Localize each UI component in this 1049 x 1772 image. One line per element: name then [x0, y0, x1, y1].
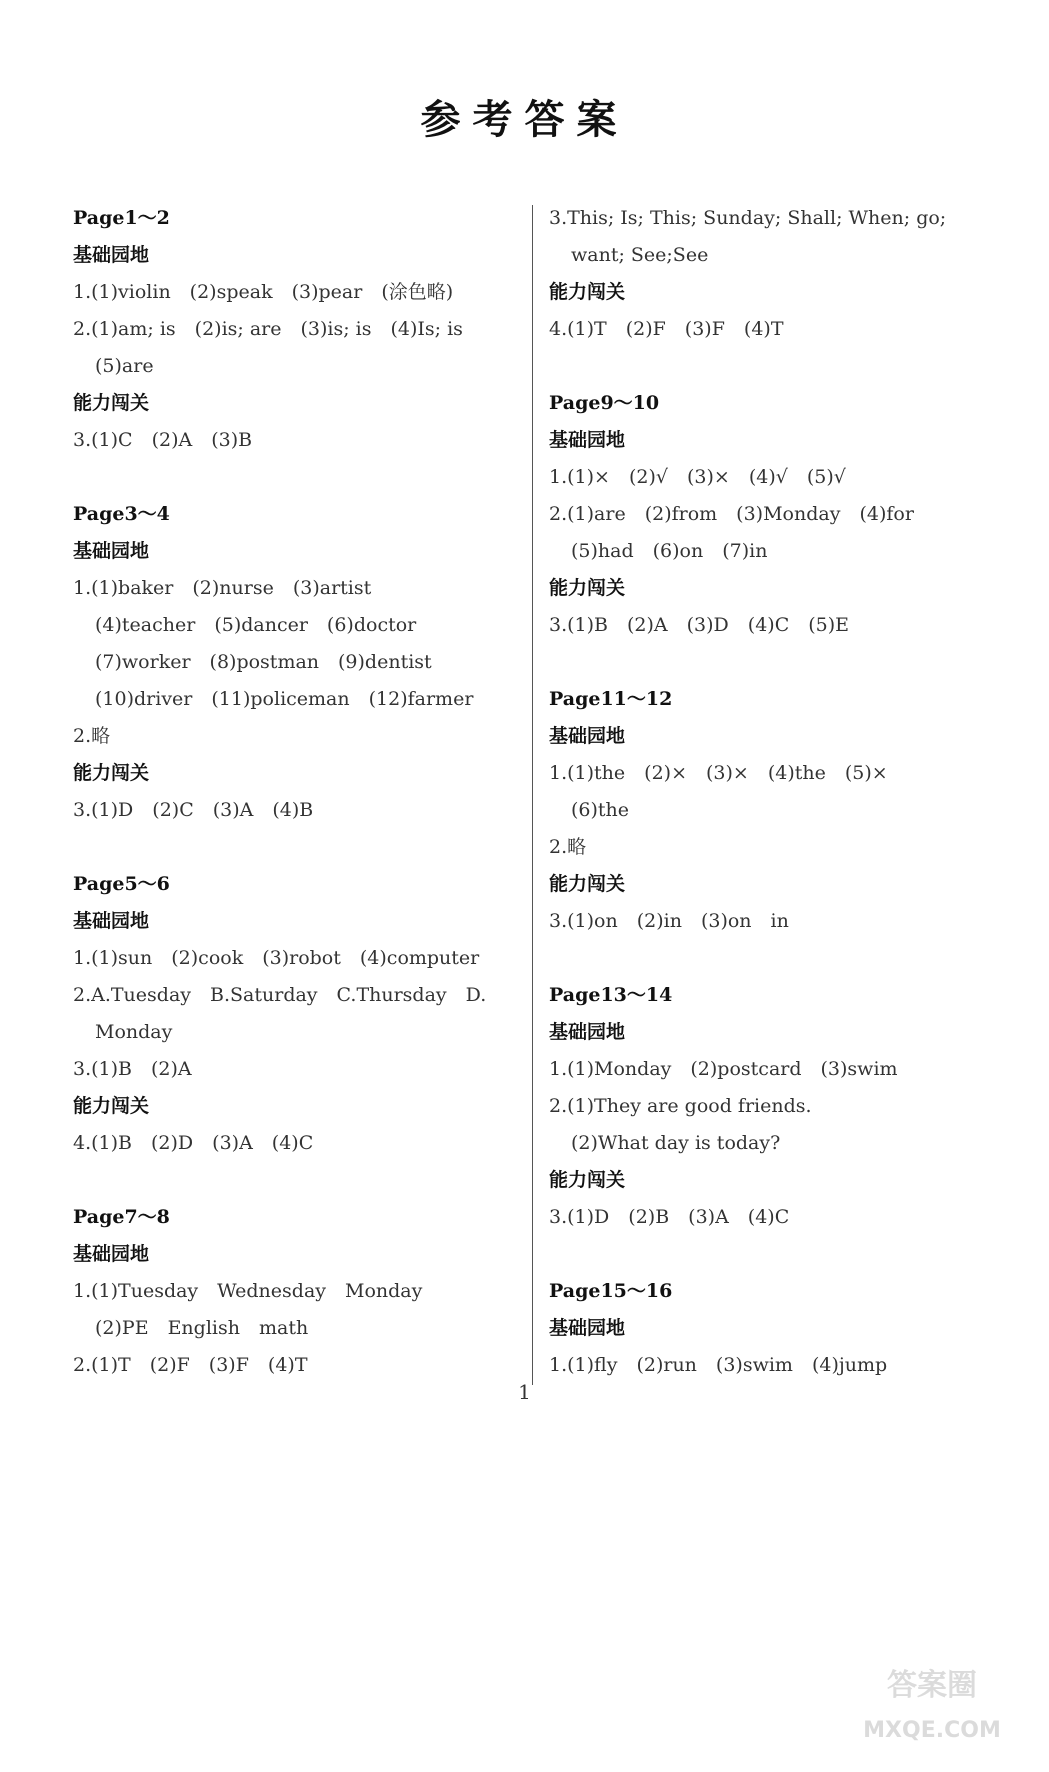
column-divider	[532, 205, 533, 1385]
answer-line: want; See;See	[571, 244, 709, 266]
answer-section	[73, 200, 518, 459]
watermark-url: MXQE.COM	[863, 1718, 1001, 1743]
answer-line: (2)PE English math	[95, 1317, 309, 1339]
answer-section	[549, 200, 989, 348]
answer-line: 1.(1)Tuesday Wednesday Monday	[73, 1280, 423, 1302]
answer-line: 2.(1)am; is (2)is; are (3)is; is (4)Is; is	[73, 318, 463, 340]
answer-section	[73, 1199, 518, 1384]
section-heading: 基础园地	[549, 1021, 626, 1043]
section-heading: 基础园地	[73, 540, 150, 562]
page-range-heading: Page3～4	[73, 503, 170, 525]
answer-line: 3.(1)C (2)A (3)B	[73, 429, 253, 451]
answer-line: 2.略	[549, 836, 587, 858]
right-column	[549, 200, 989, 1421]
answer-line: 1.(1)fly (2)run (3)swim (4)jump	[549, 1354, 888, 1376]
section-heading: 能力闯关	[73, 762, 150, 784]
answer-line: 2.(1)They are good friends.	[549, 1095, 812, 1117]
section-heading: 能力闯关	[549, 873, 626, 895]
section-heading: 基础园地	[73, 244, 150, 266]
answer-line: 3.This; Is; This; Sunday; Shall; When; go;	[549, 207, 947, 229]
answer-section	[73, 496, 518, 829]
section-heading: 能力闯关	[549, 1169, 626, 1191]
section-heading: 能力闯关	[73, 1095, 150, 1117]
section-heading: 能力闯关	[549, 577, 626, 599]
watermark-text: 答案圈	[887, 1668, 977, 1703]
answer-line: (7)worker (8)postman (9)dentist	[95, 651, 432, 673]
section-heading: 基础园地	[73, 910, 150, 932]
page-range-heading: Page11～12	[549, 688, 673, 710]
answer-line: 4.(1)B (2)D (3)A (4)C	[73, 1132, 314, 1154]
section-heading: 能力闯关	[73, 392, 150, 414]
answer-line: 1.(1)sun (2)cook (3)robot (4)computer	[73, 947, 480, 969]
answer-line: 2.(1)T (2)F (3)F (4)T	[73, 1354, 308, 1376]
page-number: 1	[518, 1380, 531, 1404]
answer-line: (6)the	[571, 799, 630, 821]
section-heading: 基础园地	[73, 1243, 150, 1265]
answer-line: 3.(1)on (2)in (3)on in	[549, 910, 789, 932]
section-heading: 基础园地	[549, 1317, 626, 1339]
page-title: 参考答案	[420, 96, 629, 143]
page-range-heading: Page13～14	[549, 984, 673, 1006]
left-column	[73, 200, 518, 1421]
watermark-logo	[837, 1655, 1027, 1750]
page-range-heading: Page7～8	[73, 1206, 170, 1228]
answer-line: 3.(1)D (2)B (3)A (4)C	[549, 1206, 790, 1228]
answer-section	[73, 866, 518, 1162]
answer-section	[549, 681, 989, 940]
answer-line: 3.(1)B (2)A	[73, 1058, 192, 1080]
page-range-heading: Page9～10	[549, 392, 660, 414]
answer-line: 3.(1)B (2)A (3)D (4)C (5)E	[549, 614, 850, 636]
page-range-heading: Page5～6	[73, 873, 170, 895]
page-range-heading: Page1～2	[73, 207, 170, 229]
answer-section	[549, 1273, 989, 1384]
section-heading: 能力闯关	[549, 281, 626, 303]
answer-line: 2.A.Tuesday B.Saturday C.Thursday D.	[73, 984, 487, 1006]
answer-line: (5)are	[95, 355, 154, 377]
answer-line: (2)What day is today?	[571, 1132, 781, 1154]
page-range-heading: Page15～16	[549, 1280, 673, 1302]
answer-line: (10)driver (11)policeman (12)farmer	[95, 688, 474, 710]
answer-line: 2.略	[73, 725, 111, 747]
answer-line: 2.(1)are (2)from (3)Monday (4)for	[549, 503, 914, 525]
answer-line: 1.(1)× (2)√ (3)× (4)√ (5)√	[549, 466, 846, 488]
answer-section	[549, 977, 989, 1236]
answer-line: 1.(1)baker (2)nurse (3)artist	[73, 577, 372, 599]
answer-section	[549, 385, 989, 644]
answer-line: 1.(1)the (2)× (3)× (4)the (5)×	[549, 762, 888, 784]
answer-line: 1.(1)Monday (2)postcard (3)swim	[549, 1058, 898, 1080]
answer-line: 4.(1)T (2)F (3)F (4)T	[549, 318, 784, 340]
answer-line: 3.(1)D (2)C (3)A (4)B	[73, 799, 314, 821]
section-heading: 基础园地	[549, 429, 626, 451]
section-heading: 基础园地	[549, 725, 626, 747]
answer-line: (5)had (6)on (7)in	[571, 540, 768, 562]
answer-line: (4)teacher (5)dancer (6)doctor	[95, 614, 417, 636]
answer-line: Monday	[95, 1021, 173, 1043]
answer-line: 1.(1)violin (2)speak (3)pear (涂色略)	[73, 281, 454, 303]
